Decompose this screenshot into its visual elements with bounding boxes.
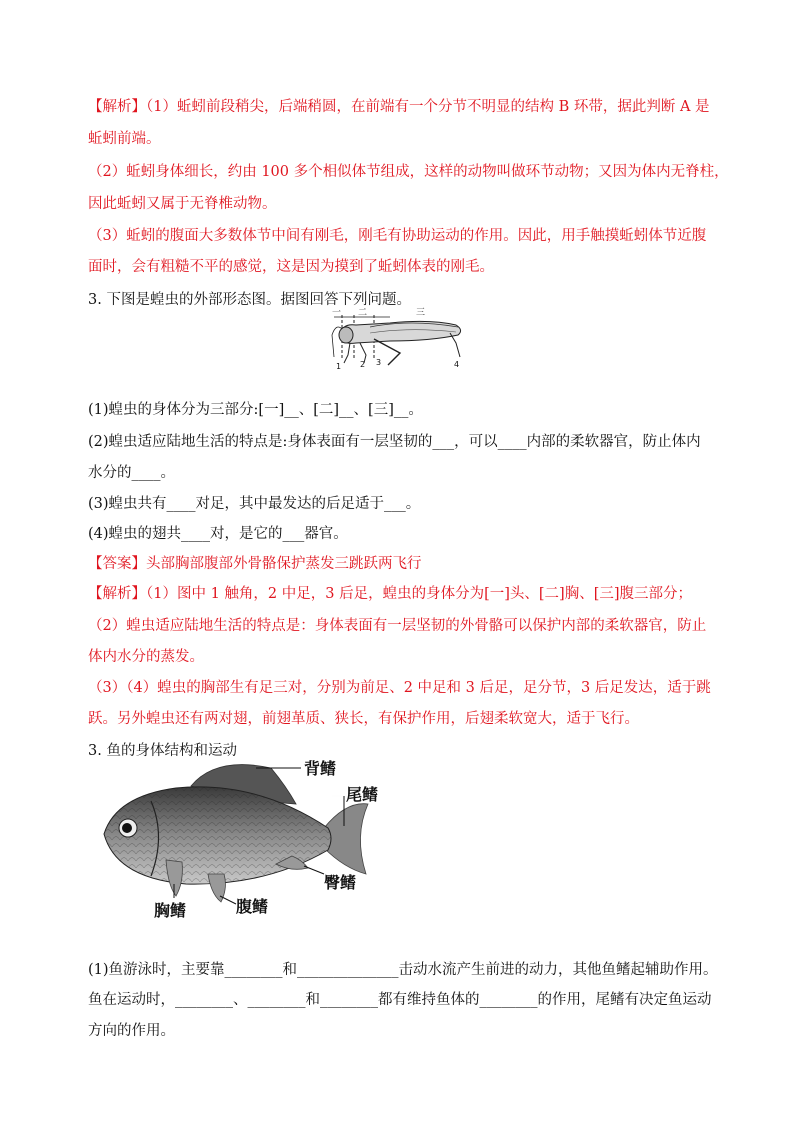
explanation-line: 【解析】（1）蚯蚓前段稍尖，后端稍圆，在前端有一个分节不明显的结构 B 环带，据此判断 A 是 bbox=[88, 99, 710, 115]
question-title: 3. 鱼的身体结构和运动 bbox=[88, 743, 237, 759]
fish-label-caudal: 尾鳍 bbox=[346, 785, 379, 804]
explanation-line: 因此蚯蚓又属于无脊椎动物。 bbox=[88, 196, 277, 212]
question-title: 3. 下图是蝗虫的外部形态图。据图回答下列问题。 bbox=[88, 292, 411, 308]
explanation-line: （2）蝗虫适应陆地生活的特点是：身体表面有一层坚韧的外骨骼可以保护内部的柔软器官，防止 bbox=[88, 618, 707, 634]
answer-line: 【答案】头部胸部腹部外骨骼保护蒸发三跳跃两飞行 bbox=[88, 556, 422, 572]
diagram-label: 二 bbox=[358, 308, 368, 318]
fish-label-anal: 臀鳍 bbox=[324, 873, 357, 892]
fish-label-pelvic: 腹鳍 bbox=[236, 897, 269, 916]
locust-diagram bbox=[330, 305, 470, 377]
question-line: 水分的____。 bbox=[88, 465, 175, 481]
fish-label-pectoral: 胸鳍 bbox=[154, 901, 187, 920]
explanation-line: （3）（4）蝗虫的胸部生有足三对，分别为前足、2 中足和 3 后足，足分节，3 后足发达，适于跳 bbox=[88, 680, 711, 696]
question-line: (1)蝗虫的身体分为三部分:[一]__、[二]__、[三]__。 bbox=[88, 402, 423, 418]
diagram-label: 3 bbox=[376, 358, 382, 367]
question-line: (4)蝗虫的翅共____对，是它的___器官。 bbox=[88, 526, 348, 542]
diagram-label: 一 bbox=[332, 308, 342, 318]
diagram-label: 4 bbox=[454, 360, 460, 369]
diagram-label: 三 bbox=[416, 308, 426, 318]
diagram-label: 2 bbox=[360, 360, 366, 369]
explanation-line: 面时，会有粗糙不平的感觉，这是因为摸到了蚯蚓体表的刚毛。 bbox=[88, 259, 494, 275]
diagram-label: 1 bbox=[336, 362, 342, 371]
explanation-line: 跃。另外蝗虫还有两对翅，前翅革质、狭长，有保护作用，后翅柔软宽大，适于飞行。 bbox=[88, 711, 639, 727]
question-line: (3)蝗虫共有____对足，其中最发达的后足适于___。 bbox=[88, 496, 421, 512]
fish-label-dorsal: 背鳍 bbox=[304, 759, 337, 778]
question-line: 方向的作用。 bbox=[88, 1023, 175, 1039]
fish-diagram bbox=[96, 756, 386, 926]
explanation-line: 【解析】（1）图中 1 触角，2 中足，3 后足，蝗虫的身体分为[一]头、[二]胸、[三]腹三部分； bbox=[88, 586, 693, 602]
question-line: (1)鱼游泳时，主要靠________和______________击动水流产生前进的动力，其他鱼鳍起辅助作用。 bbox=[88, 962, 718, 978]
question-line: (2)蝗虫适应陆地生活的特点是:身体表面有一层坚韧的___，可以____内部的柔软器官，防止体内 bbox=[88, 434, 701, 450]
explanation-line: （2）蚯蚓身体细长，约由 100 多个相似体节组成，这样的动物叫做环节动物；又因为体内无脊柱， bbox=[88, 164, 729, 180]
explanation-line: 蚯蚓前端。 bbox=[88, 131, 161, 147]
explanation-line: （3）蚯蚓的腹面大多数体节中间有刚毛，刚毛有协助运动的作用。因此，用手触摸蚯蚓体节近腹 bbox=[88, 228, 707, 244]
explanation-line: 体内水分的蒸发。 bbox=[88, 649, 204, 665]
question-line: 鱼在运动时，________、________和________都有维持鱼体的________的作用，尾鳍有决定鱼运动 bbox=[88, 992, 712, 1008]
